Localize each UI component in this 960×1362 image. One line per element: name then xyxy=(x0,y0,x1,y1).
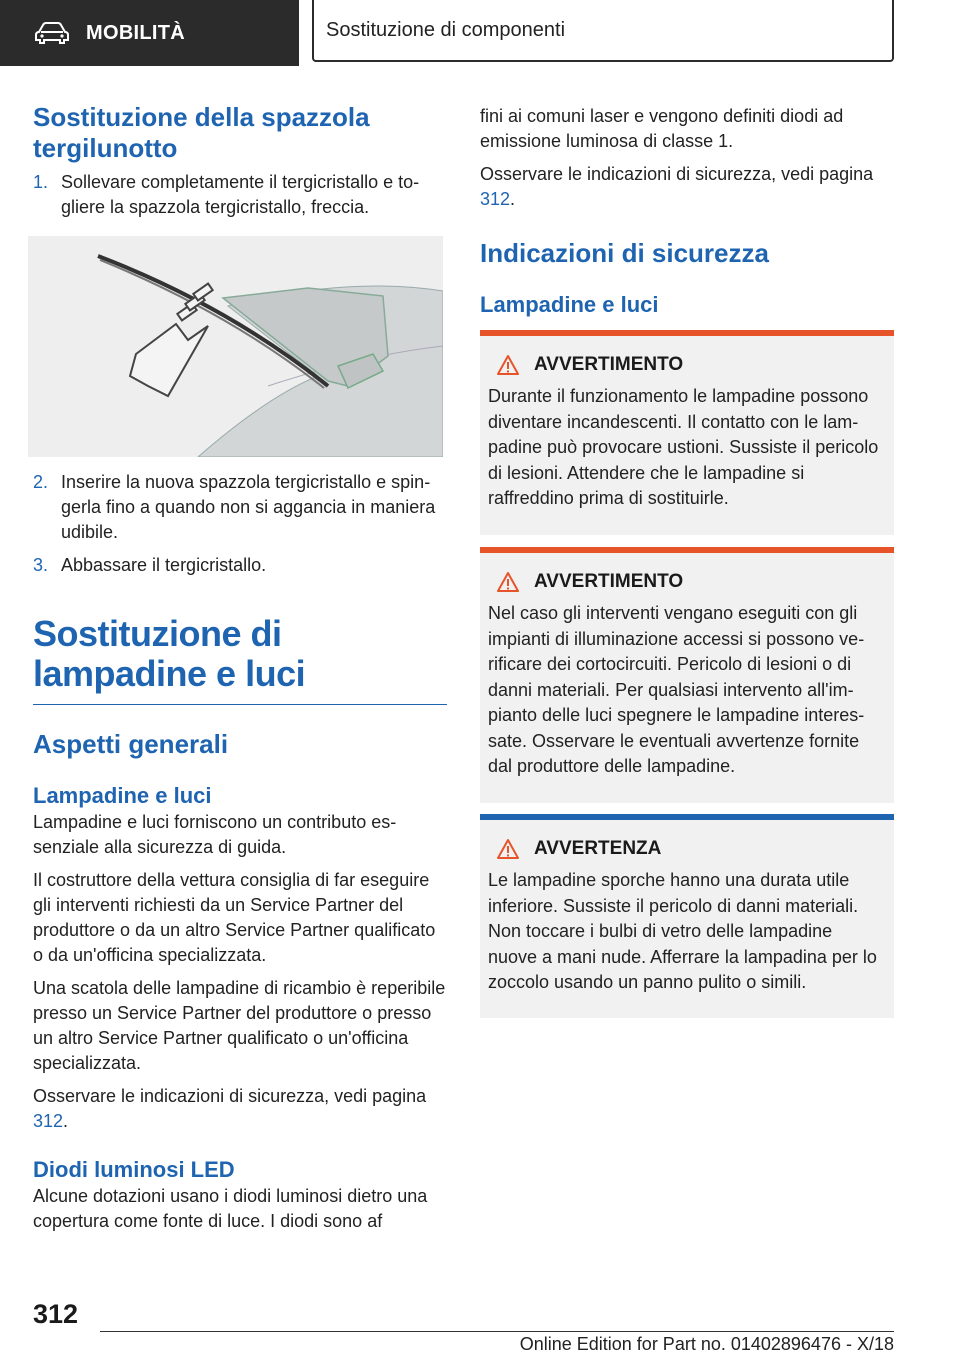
step-1: 1. Sollevare completamente il tergicristallo e togliere la spazzola tergicristallo, freccia. xyxy=(33,172,420,217)
warning-text: Durante il funzionamento le lampadine possono diventare incandescenti. Il contatto con le lampadine può provocare ustioni. Sussiste il pericolo di lesioni. Attendere che le lampadine si raffreddino prima di sostituirle. xyxy=(488,386,879,508)
wiper-steps-cont xyxy=(33,470,447,578)
notice-box xyxy=(480,814,894,1018)
led-title: Diodi luminosi LED xyxy=(33,1157,235,1182)
lamps-p2: Il costruttore della vettura consiglia di far eseguire gli interventi richiesti da un Service Partner del produttore o da un altro Service Partner qualificato o da un'officina specializzata. xyxy=(33,870,436,965)
warning-box-1 xyxy=(480,330,894,535)
notice-label: AVVERTENZA xyxy=(534,838,662,859)
lamps-p4: Osservare le indicazioni di sicurezza, vedi pagina 312. xyxy=(33,1086,427,1131)
wiper-title: Sostituzione della spazzola tergilunotto xyxy=(33,102,370,163)
lamps-p3: Una scatola delle lampadine di ricambio è reperibile presso un Service Partner del produttore o presso un altro Service Partner qualificato o un'officina specializzata. xyxy=(33,978,446,1073)
page-link[interactable]: 312 xyxy=(33,1111,64,1131)
edition-note: Online Edition for Part no. 01402896476 - X/18 xyxy=(519,1334,894,1354)
page-number: 312 xyxy=(33,1299,79,1329)
lamps-subtitle: Lampadine e luci xyxy=(33,783,212,808)
warning-label: AVVERTIMENTO xyxy=(534,571,684,592)
header-chapter xyxy=(312,0,894,62)
safety-subtitle: Lampadine e luci xyxy=(480,292,659,317)
led-p2: fini ai comuni laser e vengono definiti diodi ad emissione luminosa di classe 1. xyxy=(480,106,844,151)
led-p1: Alcune dotazioni usano i diodi luminosi dietro una copertura come fonte di luce. I diodi sono af xyxy=(33,1186,428,1231)
warning-triangle-icon xyxy=(496,354,520,376)
lamps-p1: Lampadine e luci forniscono un contributo essenziale alla sicurezza di guida. xyxy=(33,812,397,857)
wiper-section xyxy=(33,102,447,220)
header-section-tab xyxy=(0,0,299,66)
led-p3: Osservare le indicazioni di sicurezza, vedi pagina 312. xyxy=(480,164,874,209)
warning-triangle-icon xyxy=(496,571,520,593)
section-label: MOBILITÀ xyxy=(86,21,186,44)
page-link[interactable]: 312 xyxy=(480,189,511,209)
car-icon xyxy=(34,22,70,44)
step-3: 3. Abbassare il tergicristallo. xyxy=(33,555,267,575)
title-rule xyxy=(33,704,447,705)
step-2: 2. Inserire la nuova spazzola tergicristallo e spingerla fino a quando non si aggancia in maniera udibile. xyxy=(33,472,436,542)
general-title: Aspetti generali xyxy=(33,729,229,759)
wiper-drawing xyxy=(28,236,443,457)
lamps-section xyxy=(33,614,447,1234)
wiper-illustration xyxy=(28,236,443,457)
chapter-label: Sostituzione di componenti xyxy=(326,18,566,41)
notice-text: Le lampadine sporche hanno una durata utile inferiore. Sussiste il pericolo di danni materiali. Non toccare i bulbi di vetro delle lampadine nuove a mani nude. Afferrare la lampadina per lo zoccolo usando un panno pulito o simili. xyxy=(488,870,877,992)
warning-label: AVVERTIMENTO xyxy=(534,354,684,375)
warning-text: Nel caso gli interventi vengano eseguiti con gli impianti di illuminazione accessi si possono verificare dei cortocircuiti. Pericolo di lesioni o di danni materiali. Per qualsiasi intervento all'impianto delle luci spegnere le lampadine interessate. Osservare le eventuali avvertenze fornite dal produttore delle lampadine. xyxy=(488,603,865,776)
safety-title: Indicazioni di sicurezza xyxy=(480,238,769,268)
warning-triangle-icon xyxy=(496,838,520,860)
right-column xyxy=(480,104,894,319)
warning-box-2 xyxy=(480,547,894,803)
lamps-title: Sostituzione di lampadine e luci xyxy=(33,613,306,694)
footer-rule xyxy=(100,1331,894,1332)
